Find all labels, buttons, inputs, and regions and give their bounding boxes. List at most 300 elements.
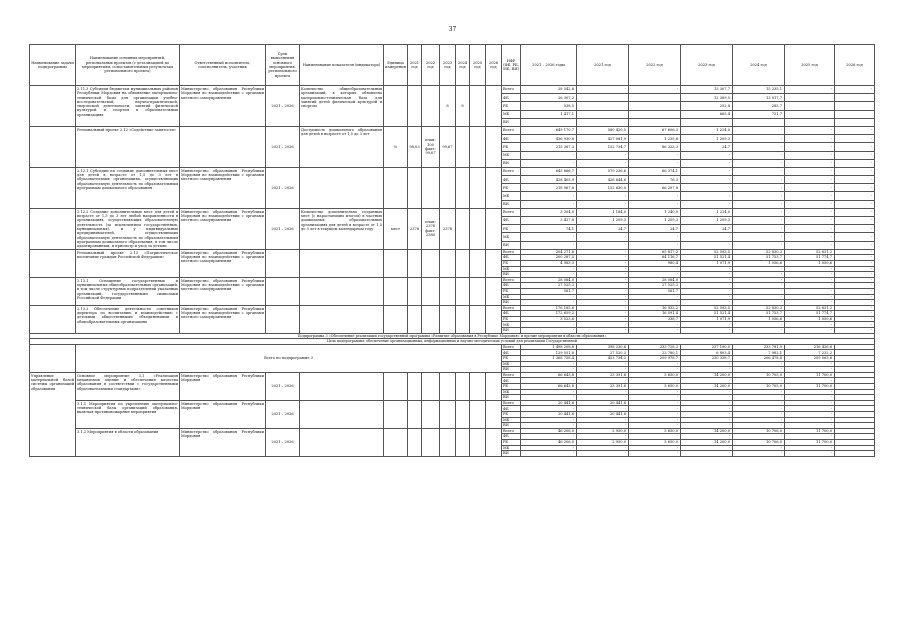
fin-value: -	[785, 300, 835, 306]
header-source: ИФР (ФБ, РБ, МБ, ВИ)	[502, 45, 521, 86]
fin-value: -	[681, 233, 733, 241]
unit-cell	[384, 400, 408, 428]
fin-value: 51 753,7	[733, 311, 785, 317]
indicator-value	[408, 305, 422, 333]
fin-value: -	[577, 300, 629, 306]
fin-value: 1 071,9	[681, 316, 733, 322]
fin-value: -	[733, 434, 785, 440]
fin-value: 66 374,1	[629, 167, 681, 175]
fin-value: -	[785, 406, 835, 412]
fin-value: 7 982,1	[733, 350, 785, 356]
fin-value: -	[629, 445, 681, 451]
term-cell	[266, 249, 300, 277]
fin-value: 20 441,6	[577, 411, 629, 417]
fin-value: -	[521, 389, 577, 395]
fin-value: -	[733, 378, 785, 384]
fin-value: -	[521, 294, 577, 300]
task-cell	[30, 277, 76, 305]
fin-value: 579 236,6	[577, 167, 629, 175]
fin-value: -	[577, 288, 629, 294]
header-year: 2021 год	[408, 45, 422, 86]
fin-value	[681, 118, 733, 126]
fin-value: -	[521, 361, 577, 367]
header-unit: Единица измерения	[384, 45, 408, 86]
fin-value: -	[785, 395, 835, 401]
fin-value: 65 817,2	[629, 249, 681, 255]
fin-value: -	[733, 135, 785, 143]
term-cell: 2021 – 2026	[266, 208, 300, 249]
source-cell: Всего	[502, 400, 521, 406]
source-cell: ФБ	[502, 135, 521, 143]
indicator-cell	[300, 400, 384, 428]
source-cell: ФБ	[502, 255, 521, 261]
source-cell: Всего	[502, 277, 521, 283]
fin-value: -	[521, 417, 577, 423]
fin-value: 1 224,0	[681, 208, 733, 216]
indicator-value	[486, 249, 502, 277]
fin-value: -	[733, 217, 785, 225]
event-cell: 2.13.2 Обеспечение деятельности советников директора по воспитанию и взаимодействию с детскими общественными объединениями в общеобразовательных организациях	[76, 305, 180, 333]
source-cell: ВИ	[502, 395, 521, 401]
fin-value: -	[521, 300, 577, 306]
source-cell: МБ	[502, 233, 521, 241]
fin-value: -	[835, 328, 875, 334]
indicator-value	[440, 428, 456, 456]
source-cell: ВИ	[502, 367, 521, 373]
table-row	[30, 208, 875, 216]
fin-value: -	[577, 423, 629, 429]
fin-value: 453 734,3	[577, 356, 629, 362]
indicator-value	[486, 126, 502, 167]
fin-value: -	[681, 200, 733, 208]
source-cell: Всего	[502, 428, 521, 434]
fin-value: -	[577, 260, 629, 266]
term-cell: 2021 – 2026	[266, 126, 300, 167]
fin-value: -	[785, 367, 835, 373]
event-cell: Региональный проект 2.12 «Содействие занятости»	[76, 126, 180, 167]
fin-value: -	[681, 417, 733, 423]
fin-value: -	[577, 294, 629, 300]
fin-value: -	[577, 255, 629, 261]
fin-value: -	[785, 225, 835, 233]
source-cell: Всего	[502, 86, 521, 94]
fin-value: 64 116,7	[629, 255, 681, 261]
indicator-value	[456, 126, 470, 167]
fin-value: -	[577, 249, 629, 255]
fin-value: 14 200,0	[681, 384, 733, 390]
fin-value: -	[785, 135, 835, 143]
fin-value: 233 781,9	[733, 344, 785, 350]
fin-value	[785, 118, 835, 126]
fin-value: 1 056,6	[733, 316, 785, 322]
fin-value: -	[785, 400, 835, 406]
header-term: Срок выполнения основного мероприятия, регионального проекта	[266, 45, 300, 86]
fin-value: -	[733, 208, 785, 216]
indicator-cell	[300, 277, 384, 305]
fin-value: -	[785, 151, 835, 159]
fin-value: -	[629, 411, 681, 417]
fin-value: -	[629, 266, 681, 272]
indicator-value	[422, 400, 440, 428]
fin-value: 3 304,0	[521, 208, 577, 216]
fin-value: 16 933,2	[629, 305, 681, 311]
term-cell	[266, 277, 300, 305]
fin-value: 152 734,7	[577, 143, 629, 151]
fin-value: -	[785, 283, 835, 289]
fin-value: 52 831,2	[785, 305, 835, 311]
header-year: 2024 год	[456, 45, 470, 86]
fin-value: -	[521, 233, 577, 241]
fin-value: -	[733, 272, 785, 278]
indicator-value: 98,03	[408, 126, 422, 167]
header-task: Наименование задачи подпрограммы	[30, 45, 76, 86]
fin-value: -	[785, 86, 835, 94]
source-cell: Всего	[502, 249, 521, 255]
header-year: 2023 год	[440, 45, 456, 86]
fin-value: -	[733, 400, 785, 406]
source-cell: ВИ	[502, 328, 521, 334]
fin-value: -	[629, 159, 681, 167]
fin-value: -	[785, 277, 835, 283]
source-cell: ФБ	[502, 176, 521, 184]
fin-value: 46 206,0	[521, 439, 577, 445]
fin-value	[785, 102, 835, 110]
source-cell: МБ	[502, 445, 521, 451]
fin-value: 215 367,3	[521, 143, 577, 151]
fin-value: -	[835, 225, 875, 233]
indicator-value	[470, 249, 486, 277]
source-cell: ФБ	[502, 217, 521, 225]
fin-value: 52 831,2	[785, 249, 835, 255]
unit-cell: мест	[384, 208, 408, 249]
fin-value: -	[577, 322, 629, 328]
fin-value: 46 206,0	[521, 428, 577, 434]
source-cell: РБ	[502, 288, 521, 294]
fin-value: -	[521, 395, 577, 401]
source-cell: РБ	[502, 184, 521, 192]
unit-cell	[384, 249, 408, 277]
fin-value: -	[521, 367, 577, 373]
indicator-value: 8	[440, 86, 456, 127]
fin-value: -	[785, 217, 835, 225]
fin-value: -	[577, 367, 629, 373]
fin-value: -	[733, 389, 785, 395]
indicator-value	[470, 86, 486, 127]
fin-value: 200 287,5	[521, 255, 577, 261]
fin-value: -	[785, 241, 835, 249]
source-cell: МБ	[502, 417, 521, 423]
source-cell: Всего	[502, 167, 521, 175]
fin-value: -	[835, 192, 875, 200]
fin-value: -	[681, 277, 733, 283]
fin-value: -	[835, 143, 875, 151]
indicator-value: 8	[456, 86, 470, 127]
source-cell: ВИ	[502, 451, 521, 457]
indicator-value	[422, 372, 440, 400]
responsible-cell: Министерство образования Республики Мордовия во взаимодействии с органами местного самоуправления	[180, 305, 266, 333]
source-cell: МБ	[502, 110, 521, 118]
indicator-value	[408, 167, 422, 208]
fin-value: 51 521,4	[681, 311, 733, 317]
fin-value: 23 391,6	[577, 384, 629, 390]
indicator-value	[470, 126, 486, 167]
fin-value: 10 705,0	[733, 384, 785, 390]
fin-value: -	[835, 288, 875, 294]
fin-value: -	[733, 126, 785, 134]
source-cell: РБ	[502, 260, 521, 266]
source-cell: Всего	[502, 372, 521, 378]
fin-value: -	[785, 192, 835, 200]
source-cell: РБ	[502, 316, 521, 322]
fin-value: 172 659,2	[521, 311, 577, 317]
indicator-value	[470, 305, 486, 333]
fin-value: 538,5	[521, 102, 577, 110]
fin-value: -	[521, 192, 577, 200]
fin-value: -	[681, 400, 733, 406]
source-cell: РБ	[502, 225, 521, 233]
fin-value: -	[733, 225, 785, 233]
table-row	[30, 167, 875, 175]
fin-value: -	[835, 249, 875, 255]
indicator-value	[422, 249, 440, 277]
fin-value: -	[577, 200, 629, 208]
fin-value: 428 405,9	[521, 176, 577, 184]
fin-value: 3 427,8	[521, 217, 577, 225]
source-cell: Всего	[502, 305, 521, 311]
fin-value: -	[681, 445, 733, 451]
fin-value: -	[835, 322, 875, 328]
fin-value: 52 593,5	[681, 249, 733, 255]
indicator-value	[440, 249, 456, 277]
task-cell	[30, 344, 76, 372]
fin-value: -	[733, 159, 785, 167]
header-year: 2026 год	[486, 45, 502, 86]
fin-value: -	[577, 86, 629, 94]
fin-value: 16 591,4	[629, 311, 681, 317]
fin-value: 5 650,0	[629, 439, 681, 445]
fin-value: 233 728,3	[629, 344, 681, 350]
source-cell: МБ	[502, 361, 521, 367]
fin-value: 1 209,3	[681, 135, 733, 143]
task-cell	[30, 305, 76, 333]
fin-value: -	[577, 389, 629, 395]
fin-value: 28 084,0	[521, 277, 577, 283]
fin-value: -	[681, 434, 733, 440]
event-cell: 3.1.2 Мероприятия в области образования	[76, 428, 180, 456]
fin-value: 66 643,8	[521, 372, 577, 378]
source-cell: ВИ	[502, 272, 521, 278]
fin-value: -	[629, 378, 681, 384]
fin-value	[577, 94, 629, 102]
source-cell: МБ	[502, 151, 521, 159]
fin-value: -	[629, 434, 681, 440]
fin-value: -	[733, 288, 785, 294]
fin-value: -	[835, 316, 875, 322]
fin-value: -	[577, 417, 629, 423]
fin-value: -	[733, 200, 785, 208]
fin-value: -	[835, 283, 875, 289]
source-cell: МБ	[502, 192, 521, 200]
fin-value: -	[785, 176, 835, 184]
fin-value: 1 368 758,4	[521, 356, 577, 362]
fin-value: 27 520,3	[577, 350, 629, 356]
fin-value: -	[733, 233, 785, 241]
fin-value: -	[577, 305, 629, 311]
fin-value: 52 593,5	[681, 305, 733, 311]
fin-value: -	[835, 135, 875, 143]
indicator-value	[422, 86, 440, 127]
task-cell	[30, 249, 76, 277]
indicator-cell	[300, 372, 384, 400]
fin-value: -	[521, 241, 577, 249]
fin-value: 398 230,6	[577, 344, 629, 350]
fin-value: 51 774,7	[785, 311, 835, 317]
fin-value: -	[681, 328, 733, 334]
header-row	[30, 45, 875, 86]
fin-value: -	[733, 411, 785, 417]
fin-value: -	[577, 192, 629, 200]
fin-value: -	[521, 151, 577, 159]
source-cell: ВИ	[502, 118, 521, 126]
fin-value: -	[733, 406, 785, 412]
fin-value: -	[733, 167, 785, 175]
source-cell: ВИ	[502, 241, 521, 249]
event-cell: Основное мероприятие 3.1 «Реализация механизмов оценки и обеспечения качества образования в соответствии с государственными образовательными стандартами»	[76, 372, 180, 400]
fin-value: -	[733, 184, 785, 192]
fin-value: -	[577, 241, 629, 249]
fin-value: -	[521, 272, 577, 278]
indicator-value: 2378	[408, 208, 422, 249]
fin-value: -	[835, 305, 875, 311]
fin-value: -	[629, 86, 681, 94]
fin-value: -	[577, 283, 629, 289]
fin-value: -	[835, 151, 875, 159]
fin-value: -	[629, 423, 681, 429]
fin-value: -	[681, 151, 733, 159]
responsible-cell: Министерство образования Республики Мордовия во взаимодействии с органами местного самоуправления	[180, 167, 266, 208]
fin-value: -	[785, 126, 835, 134]
fin-value: -	[577, 159, 629, 167]
fin-value: -	[835, 294, 875, 300]
fin-value: 52 830,3	[733, 305, 785, 311]
fin-value: -	[733, 151, 785, 159]
indicator-value	[408, 428, 422, 456]
indicator-cell	[300, 428, 384, 456]
fin-value: 1 209,3	[681, 217, 733, 225]
indicator-value	[408, 277, 422, 305]
fin-value: -	[681, 294, 733, 300]
fin-value: -	[577, 434, 629, 440]
fin-value: -	[733, 322, 785, 328]
fin-value: 665,4	[681, 110, 733, 118]
source-cell: ФБ	[502, 378, 521, 384]
fin-value: -	[521, 266, 577, 272]
fin-value: -	[733, 445, 785, 451]
fin-value: -	[835, 176, 875, 184]
fin-value: -	[733, 423, 785, 429]
indicator-value	[456, 372, 470, 400]
fin-value: 51 521,4	[681, 255, 733, 261]
fin-value: 2 950,0	[577, 428, 629, 434]
fin-value: -	[785, 411, 835, 417]
term-cell	[266, 305, 300, 333]
fin-value: 10 706,0	[733, 439, 785, 445]
fin-value: 1 050,6	[785, 260, 835, 266]
fin-value: 645 866,7	[521, 167, 577, 175]
fin-value: 5 650,0	[629, 384, 681, 390]
fin-value: -	[521, 423, 577, 429]
term-cell: 2021 – 2026	[266, 372, 300, 400]
unit-cell	[384, 305, 408, 333]
fin-value: -	[785, 434, 835, 440]
fin-value: 14 200,0	[681, 372, 733, 378]
fin-value: -	[835, 300, 875, 306]
source-cell: ФБ	[502, 94, 521, 102]
fin-value: 1 071,9	[681, 260, 733, 266]
fin-value	[785, 94, 835, 102]
source-cell: Всего	[502, 344, 521, 350]
fin-value: 1 240,0	[629, 208, 681, 216]
indicator-cell	[300, 249, 384, 277]
indicator-value	[440, 372, 456, 400]
fin-value: -	[521, 378, 577, 384]
header-fin-year: 2024 год	[733, 45, 785, 86]
source-cell: МБ	[502, 322, 521, 328]
indicator-value	[470, 372, 486, 400]
fin-value: 26 307,2	[521, 94, 577, 102]
responsible-cell: Министерство образования Республики Мордовия	[180, 372, 266, 400]
fin-value: -	[785, 233, 835, 241]
fin-value: -	[785, 159, 835, 167]
fin-value: -	[681, 411, 733, 417]
fin-value: 10 706,0	[733, 428, 785, 434]
fin-value: -	[785, 143, 835, 151]
indicator-value	[486, 208, 502, 249]
fin-value: 24,7	[681, 143, 733, 151]
fin-value: 218 967,8	[521, 184, 577, 192]
fin-value: -	[629, 300, 681, 306]
fin-value: -	[629, 233, 681, 241]
indicator-value	[456, 400, 470, 428]
fin-value: -	[521, 445, 577, 451]
fin-value: 216 426,6	[785, 344, 835, 350]
fin-value: -	[681, 423, 733, 429]
fin-value: -	[577, 451, 629, 457]
source-cell: МБ	[502, 294, 521, 300]
fin-value: -	[577, 316, 629, 322]
fin-value: 649 170,7	[521, 126, 577, 134]
fin-value: -	[733, 361, 785, 367]
fin-value: -	[577, 233, 629, 241]
fin-value: -	[733, 395, 785, 401]
indicator-value	[486, 372, 502, 400]
fin-value: -	[681, 451, 733, 457]
fin-value: 1 056,6	[733, 260, 785, 266]
fin-value: -	[681, 192, 733, 200]
fin-value: 5 650,0	[629, 372, 681, 378]
fin-value: 152 630,0	[577, 184, 629, 192]
fin-value: 1 417,1	[521, 110, 577, 118]
responsible-cell: Министерство образования Республики Мордовия во взаимодействии с органами местного самоуправления	[180, 86, 266, 127]
indicator-value: план: 2378 факт: 2380	[422, 208, 440, 249]
fin-value: -	[629, 241, 681, 249]
fin-value: -	[681, 159, 733, 167]
source-cell: МБ	[502, 266, 521, 272]
event-cell: 2.12.2 Создание дополнительных мест для детей в возрасте от 1,5 до 3 лет любой направленности в организациях, осуществляющих образовательную деятельность (за исключением государственных, муниципальных), и у индивидуальных предпринимателей, осуществляющих образовательную деятельность по образовательным программам дошкольного образования, в том числе адаптированным, и присмотр и уход за детьми	[77, 209, 178, 249]
fin-value: 28 084,0	[629, 277, 681, 283]
fin-value: -	[733, 283, 785, 289]
fin-value: 76,3	[629, 176, 681, 184]
